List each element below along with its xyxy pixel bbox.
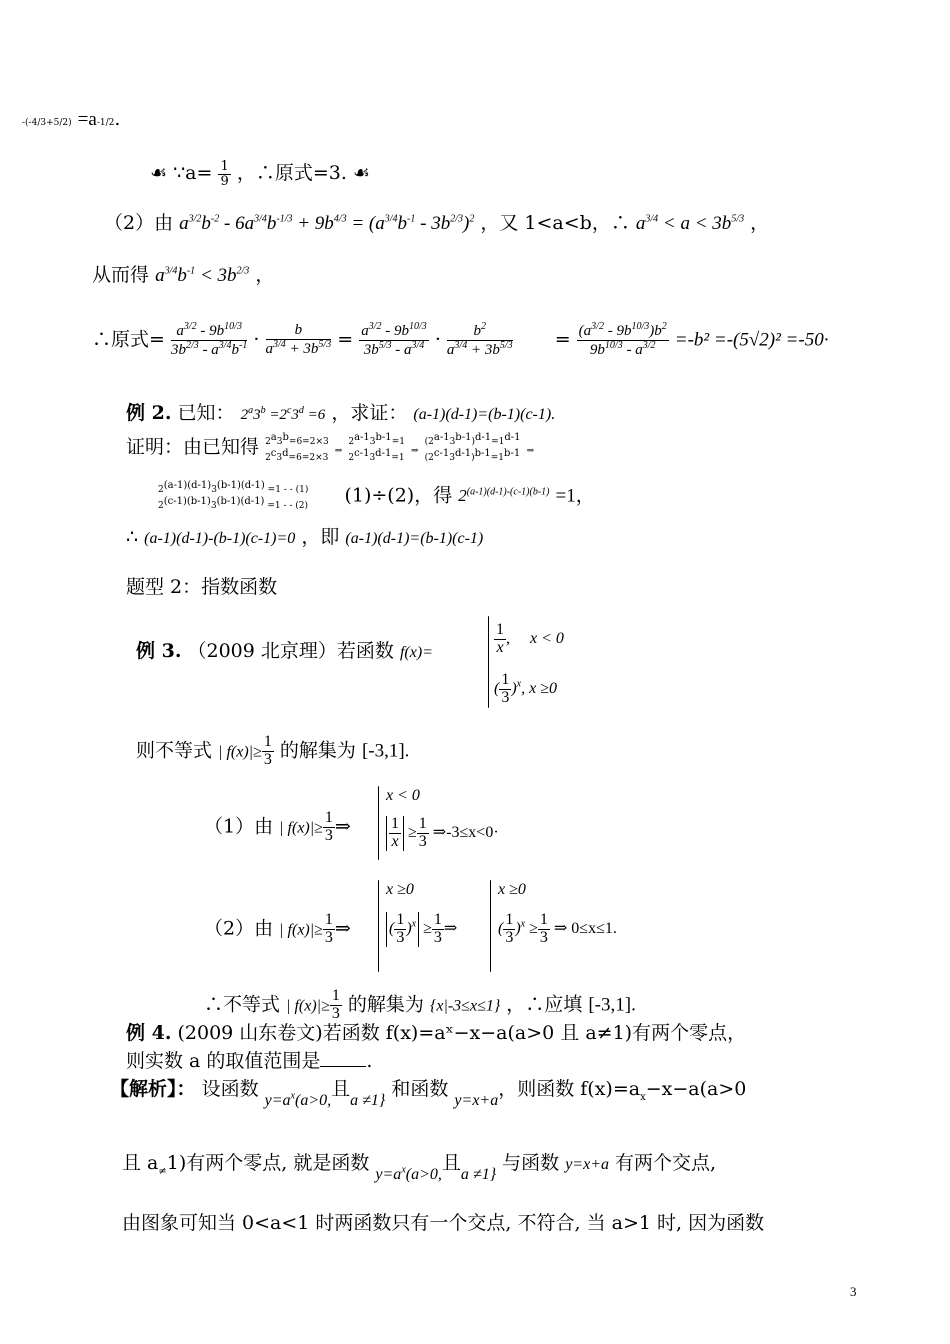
step2-brace-2 xyxy=(490,880,491,972)
analysis-line-1: 【解析】： 设函数 $_{y=a^x(a>0,}$且$_{a \ne 1\}}$ 和函数 $_{y=x+a}$，则函数 $f(x)=a_x-x-a(a>0$ xyxy=(110,1078,747,1109)
step2-case-4: ( $\frac{1}{3}$ )$^x$ ≥ $\frac{1}{3}$ ⇒ 0≤x≤1. xyxy=(498,911,617,946)
example-3-answer: 则不等式 | f(x)|≥ $\frac{1}{3}$ 的解集为 [-3,1]. xyxy=(136,733,410,768)
line-a-value: ☙ ∵a= $\frac{1}{9}$ ，∴原式=3. ☙ xyxy=(150,159,370,189)
answer-blank xyxy=(320,1066,366,1067)
analysis-line-2: 且 $a_\ne 1$)有两个零点, 就是函数 $_{y=a^x(a>0,}$且$_{a \ne 1\}}$ 与函数 y=x+a 有两个交点, xyxy=(122,1152,717,1183)
step1-case-1: x < 0 xyxy=(386,787,420,804)
piecewise-case-1: $\frac{1}{x}$ , x < 0 xyxy=(496,621,564,656)
section-heading: 题型 2：指数函数 xyxy=(126,576,278,598)
line-top: -(-4/3+5/2) =a-1/2. xyxy=(22,108,121,130)
proof-system: 2(a-1)(d-1)3(b-1)(d-1) =1 - - (1) 2(c-1)(b-1)3(b-1)(d-1) =1 - - (2) (1)÷(2)，得 $2^{(a-1)(d-1)-(c-1)(b-1)} =1$， xyxy=(158,480,595,512)
ornament-icon: ☙ xyxy=(150,162,168,185)
piecewise-case-2: ( $\frac{1}{3}$ )$^x$, x ≥0 xyxy=(494,671,557,706)
conclusion: ∴ (a-1)(d-1)-(b-1)(c-1)=0 ，即 (a-1)(d-1)=(b-1)(c-1) xyxy=(126,526,484,548)
tiny-exponent: -(-4/3+5/2) xyxy=(22,118,72,128)
step-3: ∴不等式 | f(x)|≥ $\frac{1}{3}$ 的解集为 {x|-3≤x≤1} ，∴应填 [-3,1]. xyxy=(204,987,636,1022)
example-4-question: 则实数 a 的取值范围是 . xyxy=(126,1050,373,1072)
step2-case-1: x ≥0 xyxy=(386,881,414,898)
line-result: ∴原式= $\frac{a^{3/2} - 9b^{10/3}}{3b^{2/3} - a^{3/4}b^{-1}}$ · $\frac{b}{a^{3/4} + 3b^{5/3}}$ = $\frac{a^{3/2} - 9b^{10/3}}{3b^{5/3} - a^{3/4}}$ · $\frac{b^2}{a^{3/4} + 3b^{5/3}}$ = $\frac{(a^{3/2} - 9b^{10/3})b^2}{9b^{10/3} - a^{3/2}}$ =-b² =-(5√2)² =-50· xyxy=(92,321,829,358)
step2-brace-1 xyxy=(378,880,379,972)
example-3: 例 3. （2009 北京理）若函数 f(x)= xyxy=(136,640,433,662)
example-4: 例 4. (2009 山东卷文)若函数 f(x)=aˣ−x−a(a>0 且 a≠1)有两个零点， xyxy=(126,1022,747,1044)
ornament-icon: ☙ xyxy=(352,162,370,185)
page-number: 3 xyxy=(850,1284,857,1299)
step2-case-3: x ≥0 xyxy=(498,881,526,898)
step1-case-2: $\frac{1}{x}$ ≥ $\frac{1}{3}$ ⇒-3≤x<0· xyxy=(386,816,499,851)
analysis-line-3: 由图象可知当 0<a<1 时两函数只有一个交点, 不符合, 当 a>1 时, 因为函数 xyxy=(122,1212,765,1234)
proof-line: 证明：由已知得 2a3b=6=2×3 2c3d=6=2×3 ⇒ 2a-13b-1=1 2c-13d-1=1 ⇒ (2a-13b-1)d-1=1d-1 (2c-13d-1)b-1=1b-1 ⇒ xyxy=(126,432,535,463)
step2-case-2: ( $\frac{1}{3}$ )$^x$ ≥ $\frac{1}{3}$ ⇒ xyxy=(386,912,457,947)
example-2: 例 2. 已知： $2^a3^b =2^c3^d =6$ ，求证： (a-1)(d-1)=(b-1)(c-1). xyxy=(126,402,556,424)
piecewise-brace xyxy=(488,616,489,708)
step-1: （1）由 | f(x)|≥ $\frac{1}{3}$ ⇒ xyxy=(204,809,351,844)
step1-brace xyxy=(378,786,379,860)
line-therefore: 从而得 $a^{3/4}b^{-1} < 3b^{2/3}$ ， xyxy=(92,264,275,286)
step-2: （2）由 | f(x)|≥ $\frac{1}{3}$ ⇒ xyxy=(204,911,351,946)
line-part2: （2）由 $a^{3/2}b^{-2} - 6a^{3/4}b^{-1/3} + 9b^{4/3} = (a^{3/4}b^{-1} - 3b^{2/3})^2$ ，又 1<a<b，∴ $a^{3/4} < a < 3b^{5/3}$ ， xyxy=(104,212,770,234)
